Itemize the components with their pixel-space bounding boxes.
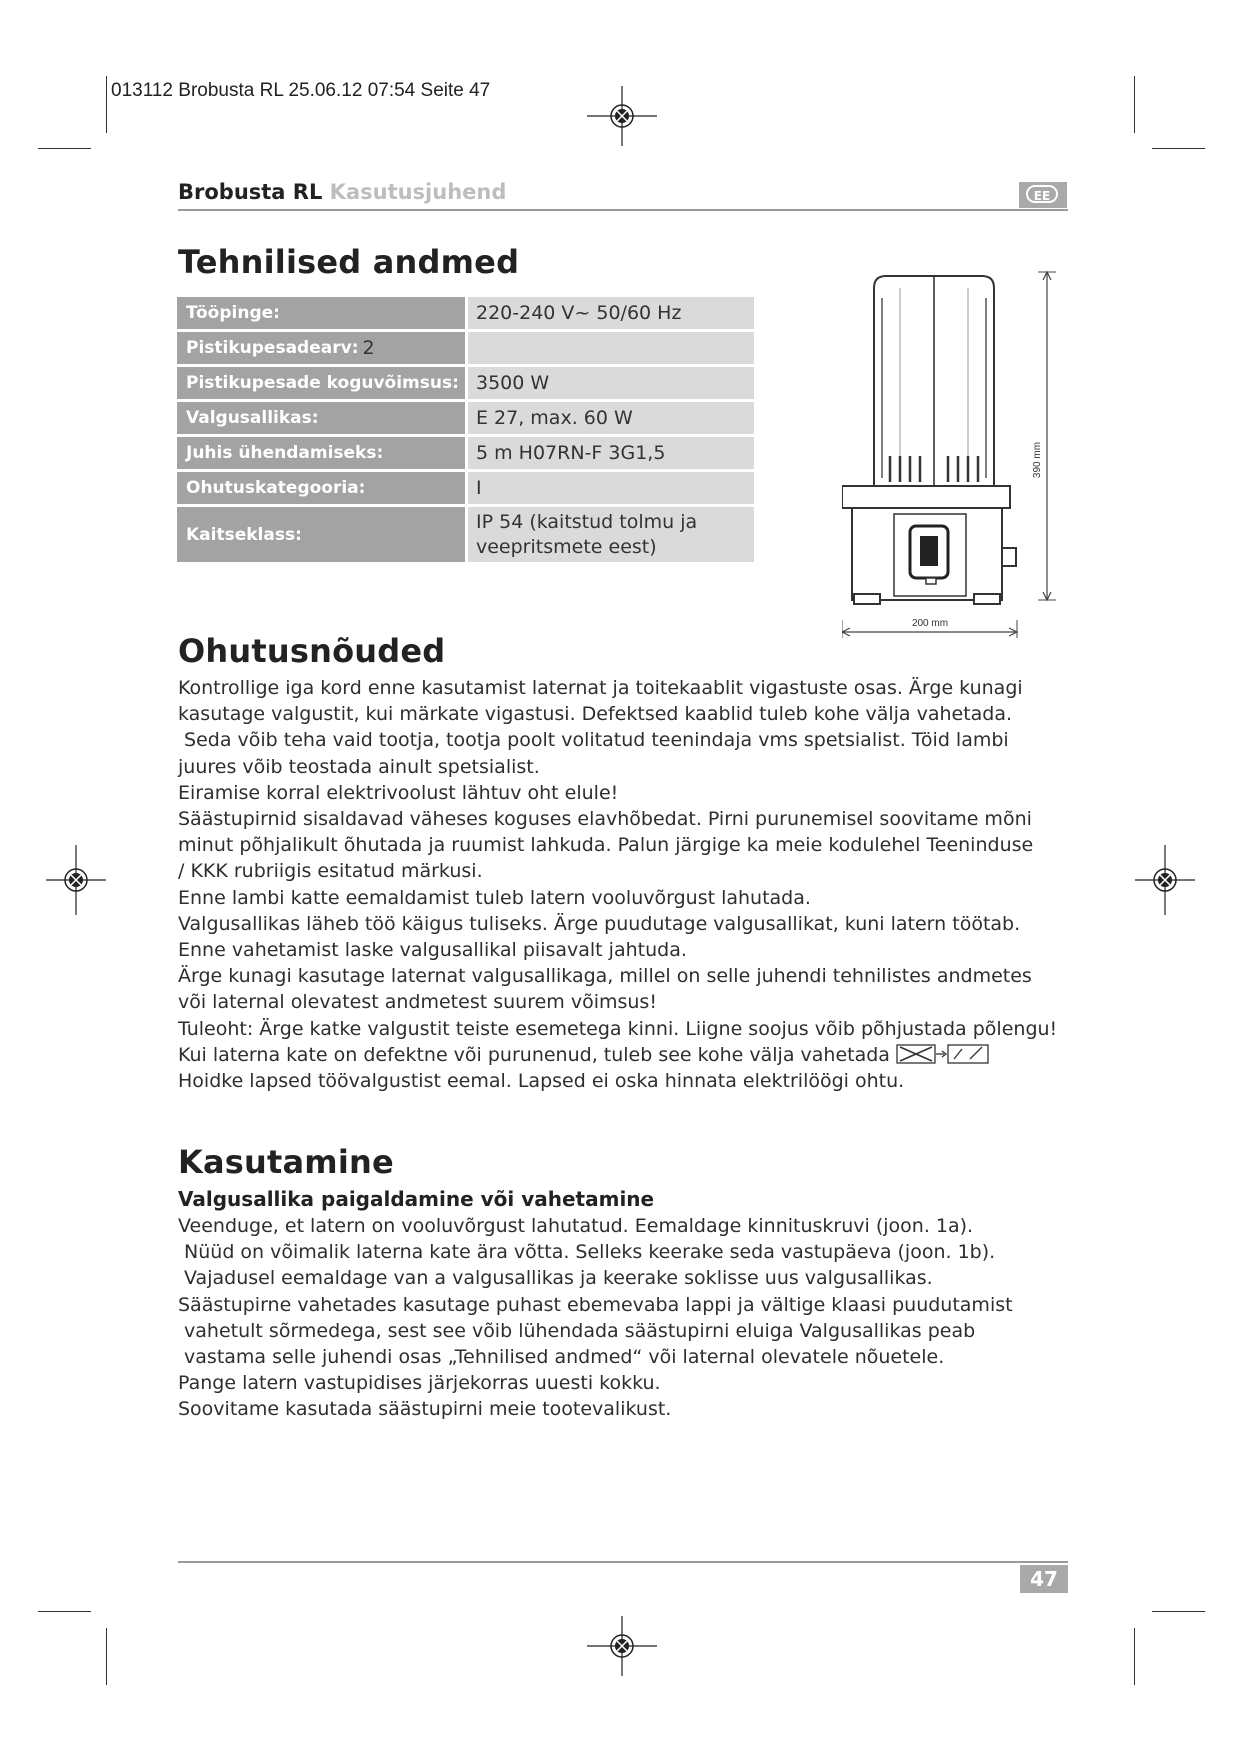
spec-row: [177, 367, 754, 399]
spec-value: E 27, max. 60 W: [468, 402, 754, 434]
spec-label: Valgusallikas:: [177, 402, 465, 434]
page-number: 47: [1020, 1565, 1068, 1593]
product-name: Brobusta RL: [178, 180, 323, 204]
text-line: vastama selle juhendi osas „Tehnilised andmed“ või laternal olevatele nõuetele.: [178, 1346, 945, 1369]
spec-label: Tööpinge:: [177, 297, 465, 329]
text-line: / KKK rubriigis esitatud märkusi.: [178, 860, 483, 883]
text-line: Pange latern vastupidises järjekorras uuesti kokku.: [178, 1372, 661, 1395]
spec-row: [177, 402, 754, 434]
width-dimension-label: 200 mm: [911, 618, 949, 629]
safety-heading: Ohutusnõuded: [178, 632, 446, 670]
text-line: või laternal olevatest andmetest suurem võimsus!: [178, 991, 657, 1014]
crop-mark: [38, 1611, 91, 1612]
spec-row: [177, 472, 754, 504]
spec-label: Ohutuskategooria:: [177, 472, 465, 504]
registration-mark-icon: [587, 1616, 657, 1676]
text-line: juures võib teostada ainult spetsialist.: [178, 755, 540, 778]
manual-title: Kasutusjuhend: [329, 180, 507, 204]
usage-subheading: Valgusallika paigaldamine või vahetamine: [178, 1187, 655, 1211]
text-line: Säästupirne vahetades kasutage puhast ebemevaba lappi ja vältige klaasi puudutamist: [178, 1293, 1013, 1316]
text-line: Soovitame kasutada säästupirni meie tootevalikust.: [178, 1398, 672, 1421]
text-line: Ärge kunagi kasutage laternat valgusallikaga, millel on selle juhendi tehnilistes andmetes: [178, 965, 1032, 988]
spec-value: IP 54 (kaitstud tolmu ja veepritsmete eest): [468, 507, 754, 562]
spec-label: Pistikupesadearv: 2: [177, 332, 465, 364]
text-line: Seda võib teha vaid tootja, tootja poolt volitatud teenindaja vms spetsialist. Töid lambi: [178, 729, 1009, 752]
text-line: Hoidke lapsed töövalgustist eemal. Lapsed ei oska hinnata elektrilöögi ohtu.: [178, 1070, 905, 1093]
text-line: Vajadusel eemaldage van a valgusallikas ja keerake soklisse uus valgusallikas.: [178, 1267, 933, 1290]
text-line: Eiramise korral elektrivoolust lähtuv oht elule!: [178, 781, 619, 804]
product-dimension-drawing: [842, 268, 1072, 640]
spec-value: 5 m H07RN-F 3G1,5: [468, 437, 754, 469]
safety-text: [178, 675, 1078, 1094]
text-line: Veenduge, et latern on vooluvõrgust lahutatud. Eemaldage kinnituskruvi (joon. 1a).: [178, 1215, 974, 1237]
crop-mark: [106, 1628, 107, 1685]
spec-row: [177, 297, 754, 329]
text-line: minut põhjalikult õhutada ja ruumist lahkuda. Palun järgige ka meie kodulehel Teeninduse: [178, 834, 1034, 857]
spec-value: I: [468, 472, 754, 504]
height-dimension-label: 390 mm: [1032, 441, 1043, 479]
spec-value: 220-240 V~ 50/60 Hz: [468, 297, 754, 329]
usage-heading: Kasutamine: [178, 1143, 394, 1181]
language-badge: EE: [1019, 182, 1067, 208]
text-line: Kontrollige iga kord enne kasutamist laternat ja toitekaablit vigastuste osas. Ärge kunagi: [178, 677, 1023, 699]
crop-mark: [1152, 148, 1205, 149]
spec-label: Kaitseklass:: [177, 507, 465, 562]
spec-value: [468, 332, 754, 364]
technical-data-heading: Tehnilised andmed: [178, 243, 520, 281]
print-job-header: 013112 Brobusta RL 25.06.12 07:54 Seite 47: [111, 80, 491, 101]
spec-label: Pistikupesade koguvõimsus:: [177, 367, 465, 399]
crop-mark: [1134, 1628, 1135, 1685]
registration-mark-icon: [46, 845, 106, 915]
text-line: Valgusallikas läheb töö käigus tuliseks. Ärge puudutage valgusallikat, kuni latern töötab.: [178, 912, 1021, 935]
spec-inline-value: 2: [362, 337, 375, 359]
spec-label: Juhis ühendamiseks:: [177, 437, 465, 469]
spec-row: [177, 437, 754, 469]
spec-table: [177, 297, 754, 565]
crop-mark: [106, 76, 107, 133]
text-line: vahetult sõrmedega, sest see võib lühendada säästupirni eluiga Valgusallikas peab: [178, 1319, 976, 1342]
usage-text: [178, 1213, 1078, 1423]
registration-mark-icon: [1135, 845, 1195, 915]
footer-rule: [178, 1561, 1068, 1563]
text-line: kasutage valgustit, kui märkate vigastusi. Defektsed kaablid tuleb kohe välja vahetada.: [178, 703, 1013, 726]
spec-value: 3500 W: [468, 367, 754, 399]
text-line: Tuleoht: Ärge katke valgustit teiste esemetega kinni. Liigne soojus võib põhjustada põlengu!: [178, 1017, 1058, 1040]
text-line: Nüüd on võimalik laterna kate ära võtta. Selleks keerake seda vastupäeva (joon. 1b).: [178, 1241, 996, 1264]
registration-mark-icon: [587, 86, 657, 146]
text-line: Kui laterna kate on defektne või purunenud, tuleb see kohe välja vahetada: [178, 1042, 1078, 1068]
spec-row: [177, 332, 754, 364]
replace-cover-icon: [896, 1043, 992, 1065]
text-line: Enne lambi katte eemaldamist tuleb latern vooluvõrgust lahutada.: [178, 886, 811, 909]
text-line: Säästupirnid sisaldavad väheses koguses elavhõbedat. Pirni purunemisel soovitame mõni: [178, 808, 1032, 831]
crop-mark: [38, 148, 91, 149]
header-rule: [178, 209, 1068, 211]
text-line: Enne vahetamist laske valgusallikal piisavalt jahtuda.: [178, 939, 687, 962]
running-head: [178, 180, 506, 204]
crop-mark: [1134, 76, 1135, 133]
crop-mark: [1152, 1611, 1205, 1612]
spec-row: [177, 507, 754, 562]
